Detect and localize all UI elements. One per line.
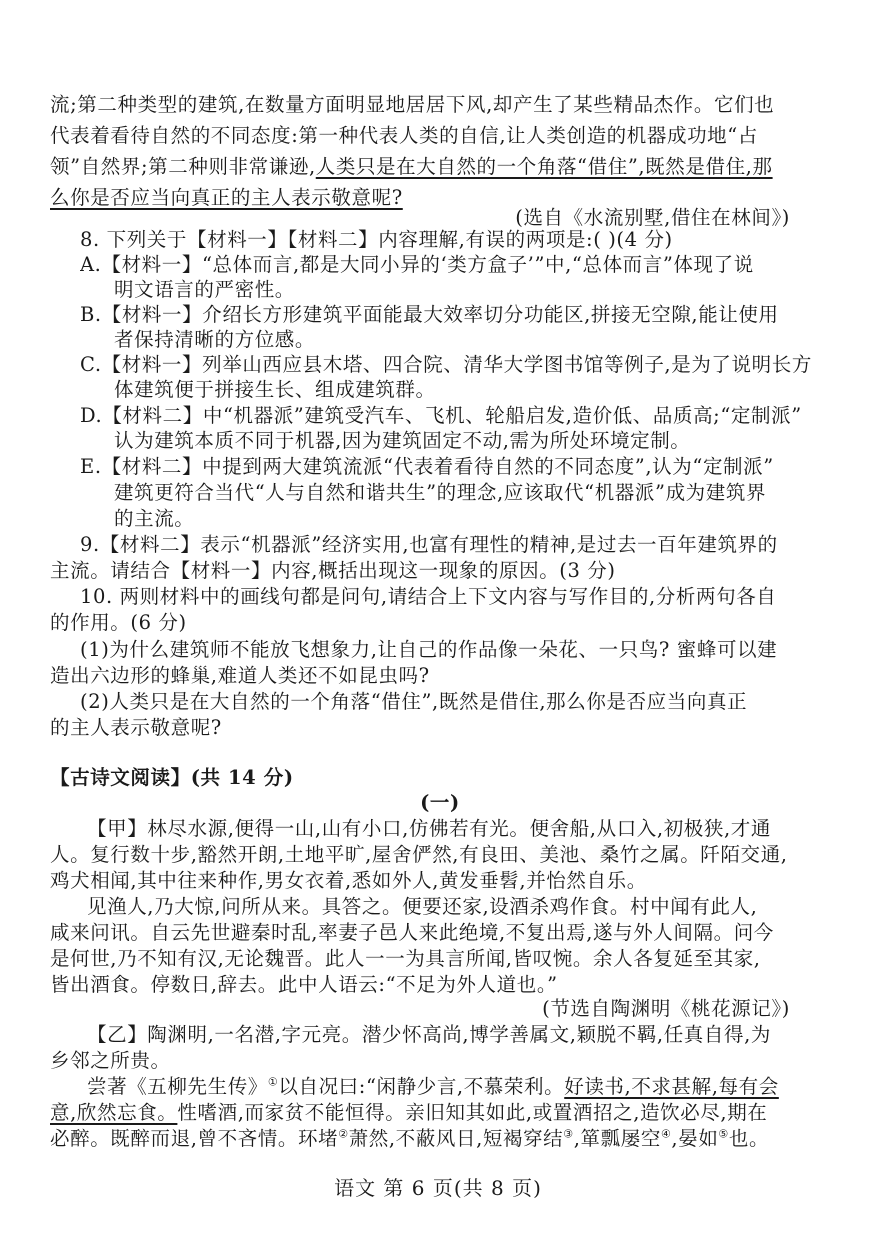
footnote-marker: ④ xyxy=(660,1127,672,1141)
option-b-cont: 者保持清晰的方位感。 xyxy=(114,328,316,351)
intro-line: 流;第二种类型的建筑,在数量方面明显地居居下风,却产生了某些精品杰作。它们也 xyxy=(50,93,775,116)
intro-line xyxy=(50,154,830,180)
jia-text: 咸来问讯。自云先世避秦时乱,率妻子邑人来此绝境,不复出焉,遂与外人间隔。问今 xyxy=(50,921,774,944)
option-e-cont: 建筑更符合当代“人与自然和谐共生”的理念,应该取代“机器派”成为建筑界 xyxy=(114,481,767,504)
intro-text: 领”自然界;第二种则非常谦逊, xyxy=(50,155,316,178)
yi-fragment: 以自况曰:“闲静少言,不慕荣利。 xyxy=(278,1075,565,1098)
question-10-cont: 的作用。(6 分) xyxy=(50,611,187,634)
jia-text: 皆出酒食。停数日,辞去。此中人语云:“不足为外人道也。” xyxy=(50,973,558,996)
yi-fragment: 必醉。既醉而退,曾不吝情。环堵 xyxy=(50,1127,339,1150)
quoted-sentence-1-cont: 造出六边形的蜂巢,难道人类还不如昆虫吗? xyxy=(50,664,430,687)
intro-line: 代表着看待自然的不同态度:第一种代表人类的自信,让人类创造的机器成功地“占 xyxy=(50,124,758,147)
question-9: 9.【材料二】表示“机器派”经济实用,也富有理性的精神,是过去一百年建筑界的 xyxy=(80,533,778,556)
jia-text: 是何世,乃不知有汉,无论魏晋。此人一一为具言所闻,皆叹惋。余人各复延至其家, xyxy=(50,947,761,970)
question-8-stem: 8. 下列关于【材料一】【材料二】内容理解,有误的两项是:( )(4 分) xyxy=(80,228,673,251)
option-d: D.【材料二】中“机器派”建筑受汽车、飞机、轮船启发,造价低、品质高;“定制派” xyxy=(80,404,802,427)
footnote-marker: ③ xyxy=(563,1127,574,1141)
option-a-cont: 明文语言的严密性。 xyxy=(114,278,295,301)
yi-text xyxy=(87,1074,827,1100)
quoted-sentence-2-cont: 的主人表示敬意呢? xyxy=(50,716,222,739)
jia-text: 见渔人,乃大惊,问所从来。具答之。便要还家,设酒杀鸡作食。村中闻有此人, xyxy=(87,895,758,918)
yi-text: 乡邻之所贵。 xyxy=(50,1049,171,1072)
section-heading: 【古诗文阅读】(共 14 分) xyxy=(50,766,294,789)
jia-text: 【甲】林尽水源,便得一山,山有小口,仿佛若有光。便舍船,从口入,初极狭,才通 xyxy=(87,817,771,840)
question-10: 10. 两则材料中的画线句都是问句,请结合上下文内容与写作目的,分析两句各自 xyxy=(80,585,777,608)
option-c-cont: 体建筑便于拼接生长、组成建筑群。 xyxy=(114,378,436,401)
option-d-cont: 认为建筑本质不同于机器,因为建筑固定不动,需为所处环境定制。 xyxy=(114,429,691,452)
question-9-cont: 主流。请结合【材料一】内容,概括出现这一现象的原因。(3 分) xyxy=(50,559,616,582)
option-b: B.【材料一】介绍长方形建筑平面能最大效率切分功能区,拼接无空隙,能让使用 xyxy=(80,303,779,326)
jia-source: (节选自陶渊明《桃花源记》) xyxy=(542,997,790,1020)
yi-fragment: 也。 xyxy=(728,1127,770,1150)
option-e-cont: 的主流。 xyxy=(114,507,195,530)
yi-fragment: 萧然,不蔽风日,短褐穿结 xyxy=(348,1127,564,1150)
underlined-sentence: 好读书,不求甚解,每有会 xyxy=(564,1075,779,1098)
underlined-sentence: 人类只是在大自然的一个角落“借住”,既然是借住,那 xyxy=(315,155,773,178)
option-c: C.【材料一】列举山西应县木塔、四合院、清华大学图书馆等例子,是为了说明长方 xyxy=(80,353,812,376)
footnote-marker: ② xyxy=(338,1127,349,1141)
yi-fragment: 性嗜酒,而家贫不能恒得。亲旧知其如此,或置酒招之,造饮必尽,期在 xyxy=(177,1101,768,1124)
option-a: A.【材料一】“总体而言,都是大同小异的‘类方盒子’”中,“总体而言”体现了说 xyxy=(80,253,754,276)
yi-fragment: ,箪瓢屡空 xyxy=(573,1127,661,1150)
footnote-marker: ⑤ xyxy=(718,1127,729,1141)
page-footer: 语文 第 6 页(共 8 页) xyxy=(334,1176,542,1200)
jia-text: 鸡犬相闻,其中往来种作,男女衣着,悉如外人,黄发垂髫,并怡然自乐。 xyxy=(50,869,647,892)
option-e: E.【材料二】中提到两大建筑流派“代表着看待自然的不同态度”,认为“定制派” xyxy=(80,455,774,478)
quoted-sentence-2: (2)人类只是在大自然的一个角落“借住”,既然是借住,那么你是否应当向真正 xyxy=(80,690,748,713)
underlined-sentence: 意,欣然忘食。 xyxy=(50,1101,178,1124)
yi-text: 【乙】陶渊明,一名潜,字元亮。潜少怀高尚,博学善属文,颖脱不羁,任真自得,为 xyxy=(87,1023,771,1046)
yi-text xyxy=(50,1100,830,1126)
source-citation: (选自《水流别墅,借住在林间》) xyxy=(515,206,790,229)
footnote-marker: ① xyxy=(267,1075,279,1089)
part-title: (一) xyxy=(420,791,460,814)
yi-fragment: 尝著《五柳先生传》 xyxy=(87,1075,268,1098)
yi-text xyxy=(50,1126,830,1152)
yi-fragment: ,晏如 xyxy=(671,1127,719,1150)
jia-text: 人。复行数十步,豁然开朗,土地平旷,屋舍俨然,有良田、美池、桑竹之属。阡陌交通, xyxy=(50,843,788,866)
quoted-sentence-1: (1)为什么建筑师不能放飞想象力,让自己的作品像一朵花、一只鸟? 蜜蜂可以建 xyxy=(80,638,778,661)
underlined-sentence: 么你是否应当向真正的主人表示敬意呢? xyxy=(50,186,403,209)
